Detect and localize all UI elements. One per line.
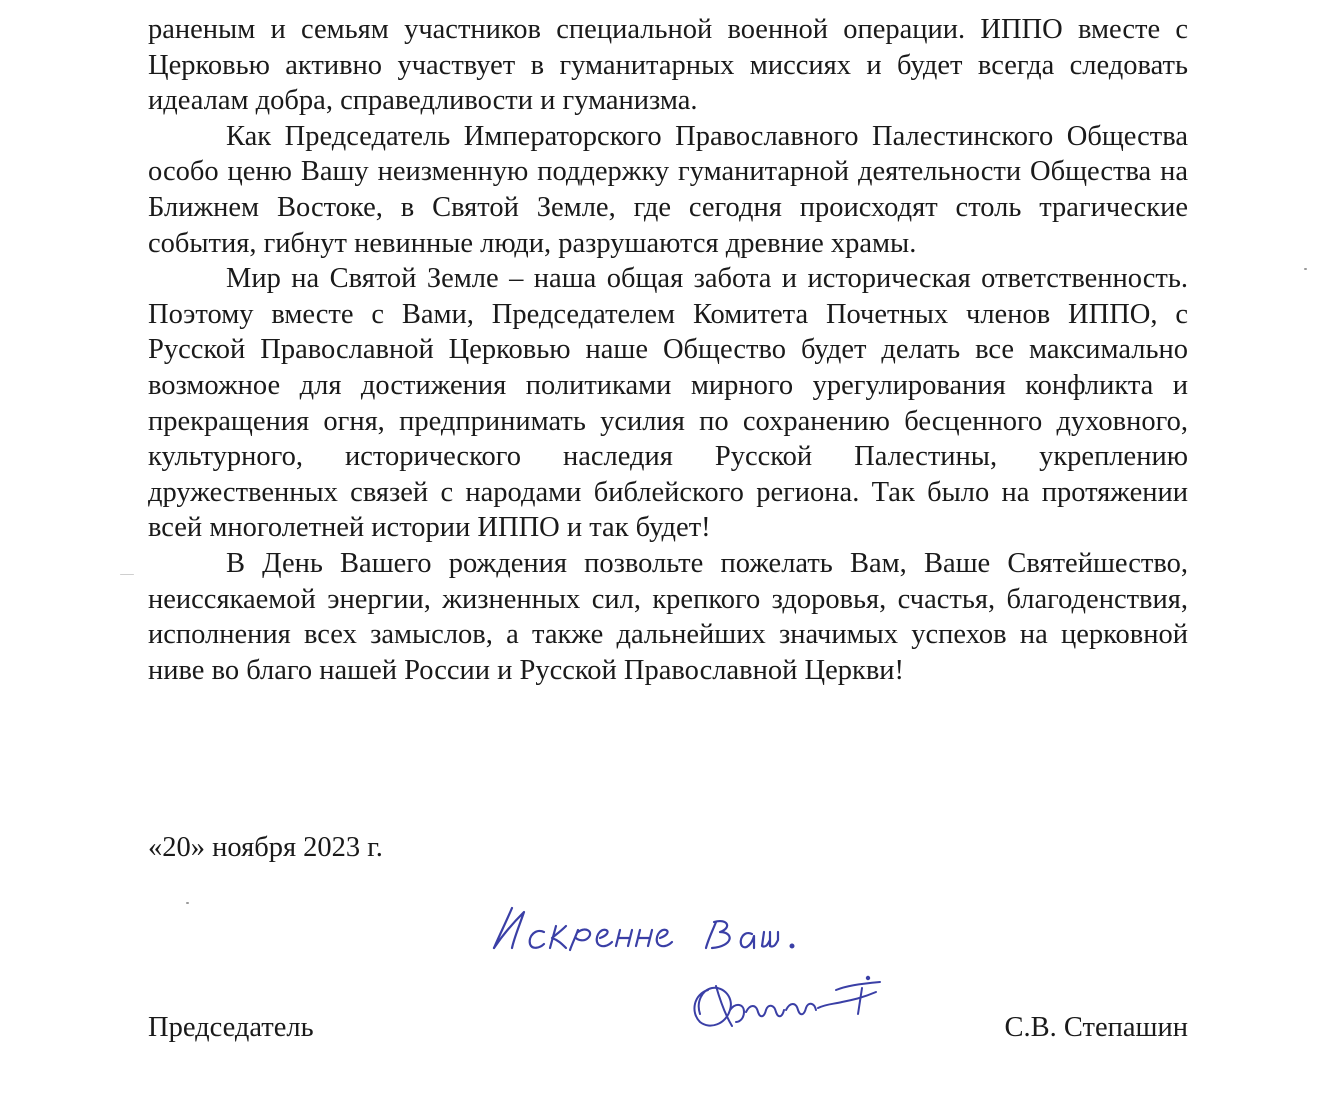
signer-name: С.В. Степашин (1004, 1012, 1188, 1043)
letter-date: «20» ноября 2023 г. (148, 832, 383, 863)
scan-speck (1304, 268, 1307, 270)
handwritten-note (480, 892, 860, 967)
letter-body (148, 12, 1188, 688)
handwritten-note-strokes (480, 892, 860, 962)
signer-title: Председатель (148, 1012, 314, 1043)
paragraph-3: Мир на Святой Земле – наша общая забота и историческая ответственность. Поэтому вместе с Вами, Председателем Комитета Почетных членов ИППО, с Русской Православной Церковью наше Общество будет делать все максимально возможное для достижения политиками мирного урегулирования конфликта и прекращения огня, предпринимать усилия по сохранению бесценного духовного, культурного, исторического наследия Русской Палестины, укреплению дружественных связей с народами библейского региона. Так было на протяжении всей многолетней истории ИППО и так будет! (148, 263, 1188, 544)
paragraph-1: раненым и семьям участников специальной военной операции. ИППО вместе с Церковью активно участвует в гуманитарных миссиях и будет всегда следовать идеалам добра, справедливости и гуманизма. (148, 14, 1188, 117)
scan-speck (186, 902, 189, 904)
signature-icon (686, 968, 896, 1038)
paragraph-4: В День Вашего рождения позвольте пожелать Вам, Ваше Святейшество, неиссякаемой энергии, жизненных сил, крепкого здоровья, счастья, благоденствия, исполнения всех замыслов, а также дальнейших значимых успехов на церковной ниве во благо нашей России и Русской Православной Церкви! (148, 547, 1188, 686)
paragraph-2: Как Председатель Императорского Православного Палестинского Общества особо ценю Вашу неизменную поддержку гуманитарной деятельности Общества на Ближнем Востоке, в Святой Земле, где сегодня происходят столь трагические события, гибнут невинные люди, разрушаются древние храмы. (148, 120, 1188, 259)
signature-mark (686, 968, 896, 1043)
scan-speck (120, 574, 134, 575)
